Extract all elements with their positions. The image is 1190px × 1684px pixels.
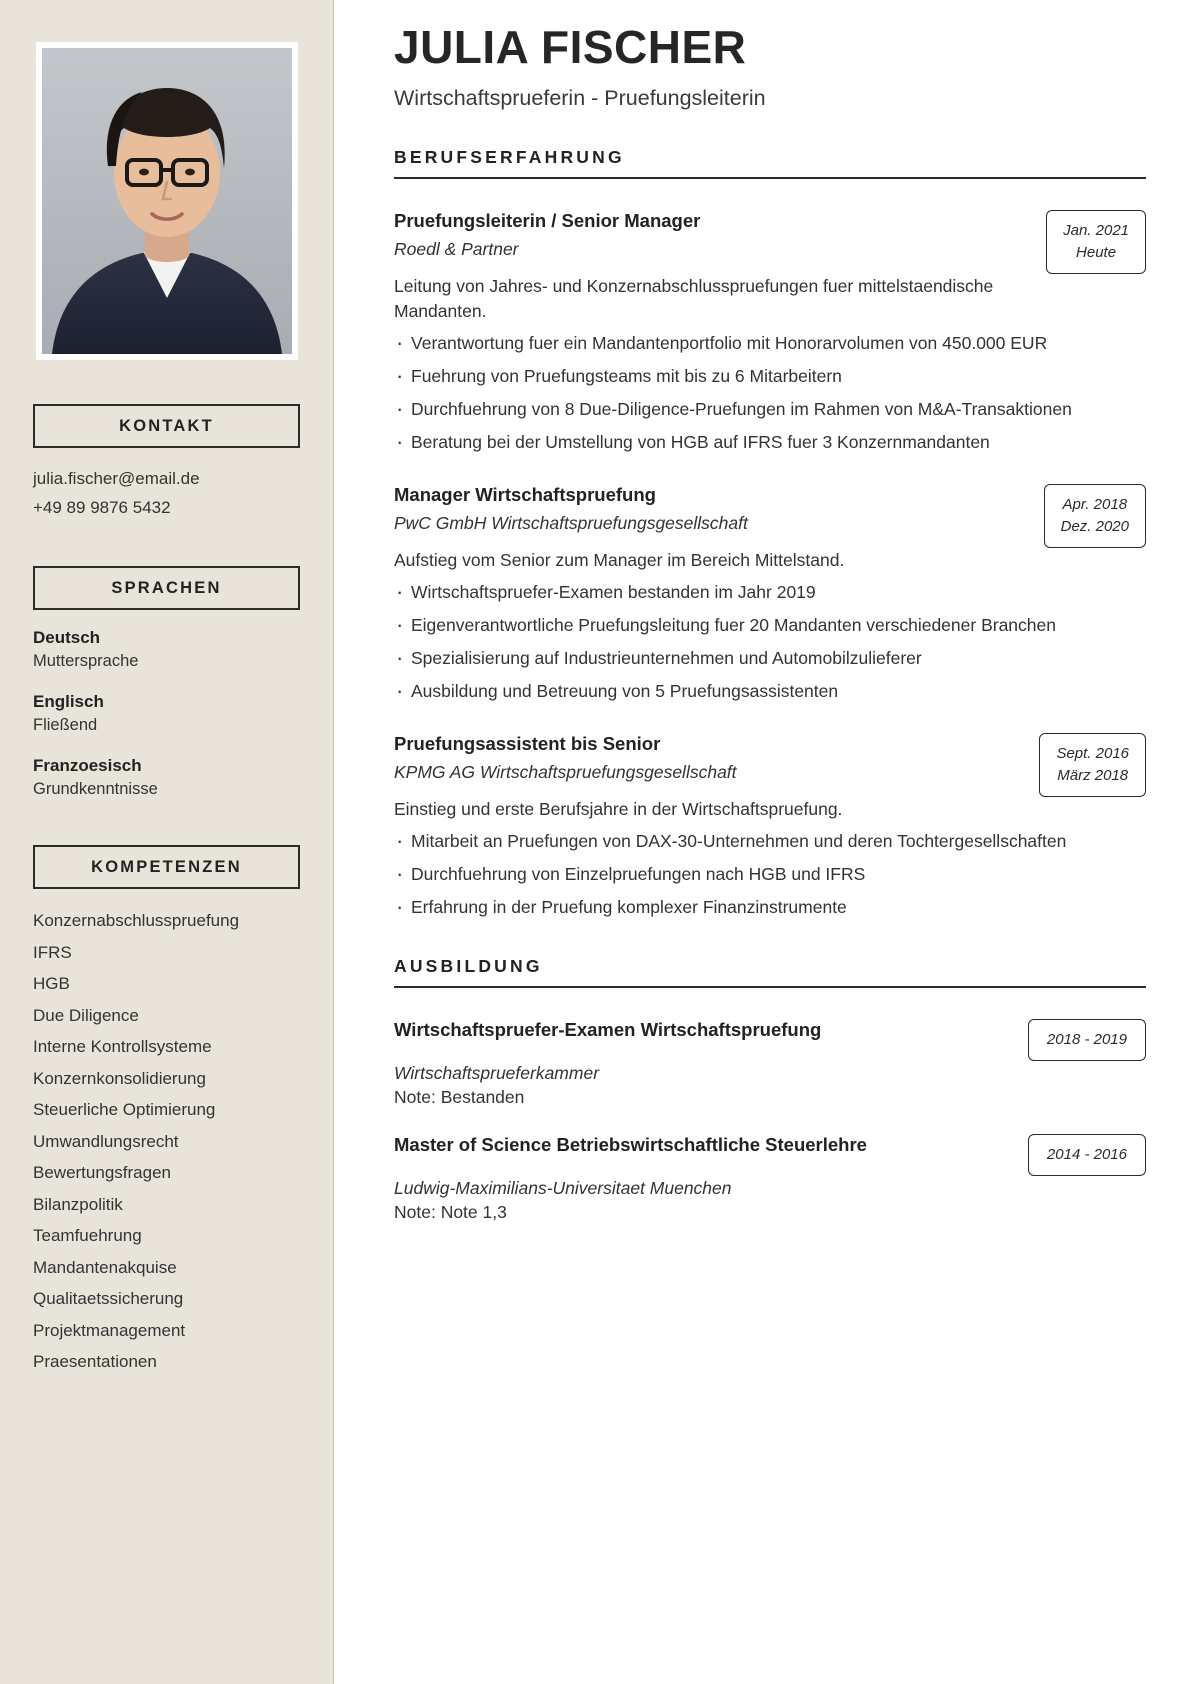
page-title: JULIA FISCHER [394, 21, 747, 73]
contact-email[interactable]: julia.fischer@email.de [33, 469, 200, 488]
institution-name: Wirtschaftsprueferkammer [394, 1063, 600, 1084]
date-badge [1039, 733, 1146, 797]
list-item: · Erfahrung in der Pruefung komplexer Finanzinstrumente [394, 895, 1111, 920]
entry-bullets [394, 331, 1146, 455]
list-item: Mandantenakquise [33, 1257, 177, 1277]
entry-header [394, 1133, 1146, 1176]
grade-note: Note: Bestanden [394, 1087, 525, 1108]
entry-titles [394, 483, 1032, 542]
institution-name: Ludwig-Maximilians-Universitaet Muenchen [394, 1178, 732, 1199]
list-item [33, 690, 300, 737]
list-item: Qualitaetssicherung [33, 1289, 184, 1308]
language-level: Grundkenntnisse [33, 780, 158, 798]
education-entry [394, 1018, 1146, 1109]
entry-header [394, 483, 1146, 548]
list-item: · Mitarbeit an Pruefungen von DAX-30-Unternehmen und deren Tochtergesellschaften [394, 829, 1111, 854]
entry-header [394, 732, 1146, 797]
sidebar [0, 0, 334, 1684]
list-item: IFRS [33, 942, 72, 962]
list-item: Due Diligence [33, 1005, 139, 1025]
list-item [33, 754, 300, 801]
language-level: Muttersprache [33, 652, 139, 670]
list-item: Teamfuehrung [33, 1226, 142, 1245]
date-badge: 2018 - 2019 [1028, 1019, 1146, 1061]
list-item: Bewertungsfragen [33, 1163, 171, 1182]
employer-name: PwC GmbH Wirtschaftspruefungsgesellschaft [394, 513, 748, 534]
language-name: Englisch [33, 692, 104, 711]
date-start: Sept. 2016 [1056, 745, 1129, 763]
entry-summary: Einstieg und erste Berufsjahre in der Wirtschaftspruefung. [394, 799, 843, 820]
experience-entry [394, 209, 1146, 455]
contact-heading: KONTAKT [33, 404, 300, 448]
list-item: Konzernkonsolidierung [33, 1068, 206, 1088]
contact-phone[interactable]: +49 89 9876 5432 [33, 498, 171, 517]
list-item: Umwandlungsrecht [33, 1131, 179, 1151]
education-heading: AUSBILDUNG [394, 956, 1146, 988]
entry-titles [394, 209, 1034, 268]
degree-title: Master of Science Betriebswirtschaftliche Steuerlehre [394, 1134, 867, 1156]
entry-titles [394, 1133, 1016, 1162]
degree-title: Wirtschaftspruefer-Examen Wirtschaftspruefung [394, 1019, 822, 1041]
date-start: Apr. 2018 [1062, 496, 1128, 514]
entry-header [394, 1018, 1146, 1061]
list-item: · Verantwortung fuer ein Mandantenportfolio mit Honorarvolumen von 450.000 EUR [394, 331, 1111, 356]
entry-summary: Leitung von Jahres- und Konzernabschlusspruefungen fuer mittelstaendische Mandanten. [394, 276, 994, 322]
entry-titles [394, 1018, 1016, 1047]
employer-name: KPMG AG Wirtschaftspruefungsgesellschaft [394, 762, 737, 783]
main-content [334, 0, 1190, 1684]
languages-heading: SPRACHEN [33, 566, 300, 610]
list-item: · Fuehrung von Pruefungsteams mit bis zu 6 Mitarbeitern [394, 364, 1111, 389]
date-badge [1046, 210, 1146, 274]
list-item: Projektmanagement [33, 1320, 186, 1340]
entry-bullets [394, 580, 1146, 704]
job-title: Pruefungsleiterin / Senior Manager [394, 210, 701, 232]
list-item [33, 626, 300, 673]
date-badge [1044, 484, 1146, 548]
avatar [42, 48, 292, 354]
list-item: Bilanzpolitik [33, 1194, 123, 1214]
entry-summary: Aufstieg vom Senior zum Manager im Bereich Mittelstand. [394, 550, 845, 571]
language-name: Deutsch [33, 628, 101, 647]
job-title: Pruefungsassistent bis Senior [394, 733, 661, 755]
date-start: Jan. 2021 [1063, 222, 1129, 240]
entry-titles [394, 732, 1027, 791]
list-item: Steuerliche Optimierung [33, 1100, 216, 1119]
list-item: Praesentationen [33, 1352, 157, 1371]
date-end: März 2018 [1057, 767, 1129, 785]
languages-list [33, 626, 300, 801]
date-end: Dez. 2020 [1060, 518, 1129, 536]
entry-header [394, 209, 1146, 274]
language-level: Fließend [33, 716, 98, 734]
list-item: Konzernabschlusspruefung [33, 911, 240, 930]
date-badge: 2014 - 2016 [1028, 1134, 1146, 1176]
grade-note: Note: Note 1,3 [394, 1202, 507, 1223]
list-item: · Spezialisierung auf Industrieunternehmen und Automobilzulieferer [394, 646, 1111, 671]
experience-entry [394, 732, 1146, 920]
list-item: · Beratung bei der Umstellung von HGB auf IFRS fuer 3 Konzernmandanten [394, 430, 1111, 455]
education-entry [394, 1133, 1146, 1224]
entry-bullets [394, 829, 1146, 920]
language-name: Franzoesisch [33, 756, 142, 775]
portrait-photo-icon [42, 48, 292, 354]
employer-name: Roedl & Partner [394, 239, 519, 260]
date-end: Heute [1076, 244, 1117, 262]
experience-heading: BERUFSERFAHRUNG [394, 147, 1146, 179]
job-subtitle: Wirtschaftsprueferin - Pruefungsleiterin [394, 85, 766, 110]
list-item: · Durchfuehrung von Einzelpruefungen nach HGB und IFRS [394, 862, 1111, 887]
list-item: Interne Kontrollsysteme [33, 1037, 212, 1056]
skills-list [33, 905, 300, 1378]
avatar-frame [36, 42, 298, 360]
list-item: · Eigenverantwortliche Pruefungsleitung fuer 20 Mandanten verschiedener Branchen [394, 613, 1111, 638]
list-item: HGB [33, 974, 70, 993]
experience-entry [394, 483, 1146, 704]
skills-heading: KOMPETENZEN [33, 845, 300, 889]
list-item: · Durchfuehrung von 8 Due-Diligence-Pruefungen im Rahmen von M&A-Transaktionen [394, 397, 1111, 422]
list-item: · Wirtschaftspruefer-Examen bestanden im Jahr 2019 [394, 580, 1111, 605]
job-title: Manager Wirtschaftspruefung [394, 484, 656, 506]
list-item: · Ausbildung und Betreuung von 5 Pruefungsassistenten [394, 679, 1111, 704]
